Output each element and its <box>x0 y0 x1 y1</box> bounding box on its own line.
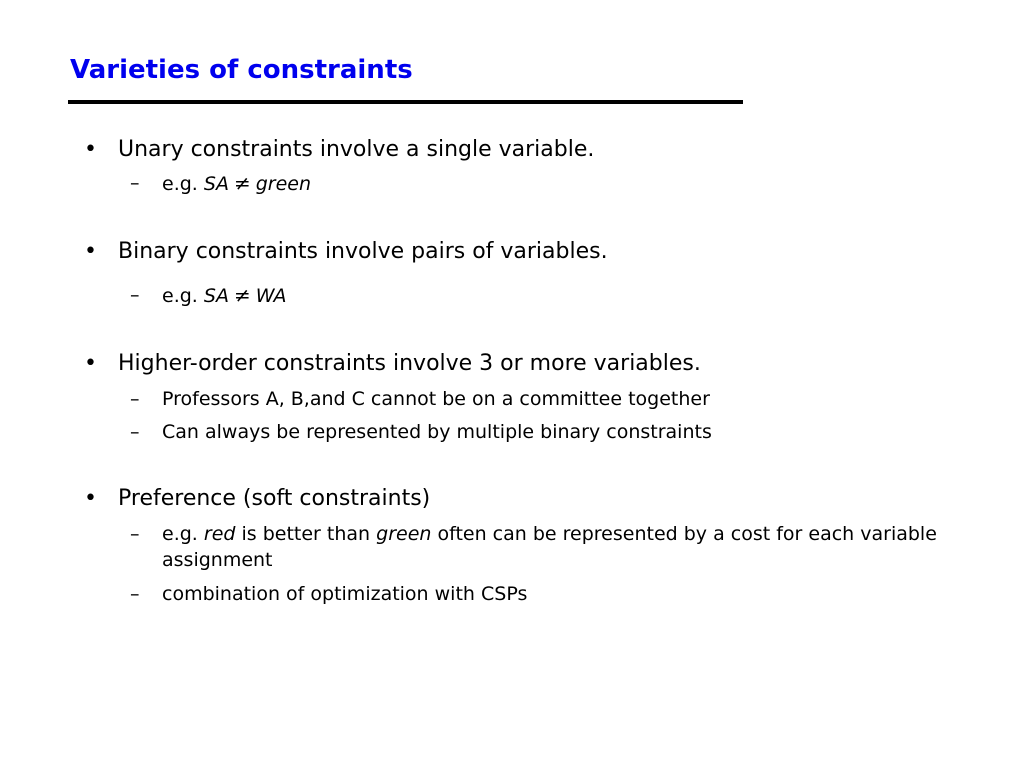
bullet-text: Preference (soft constraints) <box>118 486 431 511</box>
bullet-dot: • <box>84 486 97 511</box>
title-underline <box>68 100 743 104</box>
sub-text <box>162 170 962 197</box>
bullet-text: Unary constraints involve a single variable. <box>118 137 595 162</box>
sub-dash: – <box>130 172 140 194</box>
sub-text: Professors A, B,and C cannot be on a committee together <box>162 388 710 410</box>
variable-lhs: SA <box>203 285 229 307</box>
value-rhs: green <box>255 173 312 195</box>
example-prefix: e.g. <box>162 523 198 545</box>
slide-title: Varieties of constraints <box>70 55 413 85</box>
variable-rhs: WA <box>255 285 287 307</box>
value-red: red <box>203 523 236 545</box>
cost-text: often can be represented by a cost for each variable assignment <box>162 523 937 571</box>
sub-text: combination of optimization with CSPs <box>162 583 528 605</box>
not-equal-symbol: ≠ <box>233 171 251 195</box>
value-green: green <box>376 523 432 545</box>
comparison-text: is better than <box>241 523 371 545</box>
example-prefix: e.g. <box>162 285 198 307</box>
not-equal-symbol: ≠ <box>233 283 251 307</box>
bullet-dot: • <box>84 137 97 162</box>
example-prefix: e.g. <box>162 173 198 195</box>
sub-dash: – <box>130 523 140 545</box>
bullet-text: Binary constraints involve pairs of variables. <box>118 239 608 264</box>
bullet-dot: • <box>84 351 97 376</box>
sub-dash: – <box>130 388 140 410</box>
sub-text <box>162 521 962 573</box>
sub-dash: – <box>130 284 140 306</box>
sub-text <box>162 282 962 309</box>
bullet-text: Higher-order constraints involve 3 or more variables. <box>118 351 701 376</box>
sub-text: Can always be represented by multiple binary constraints <box>162 421 712 443</box>
bullet-dot: • <box>84 239 97 264</box>
variable-lhs: SA <box>203 173 229 195</box>
sub-dash: – <box>130 583 140 605</box>
sub-dash: – <box>130 421 140 443</box>
